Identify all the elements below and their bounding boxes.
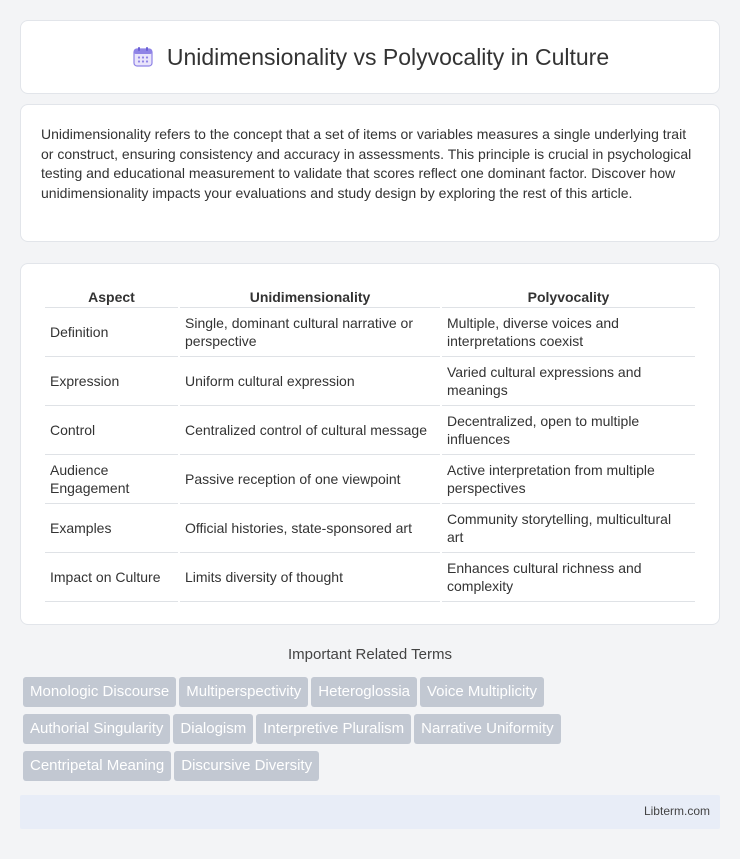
tag-multiperspectivity[interactable]: Multiperspectivity [179, 677, 308, 707]
cell-polyvocality: Decentralized, open to multiple influences [442, 406, 695, 455]
cell-aspect: Expression [45, 357, 178, 406]
table-header-row [45, 286, 695, 308]
related-terms-list [23, 677, 723, 788]
table-row [45, 406, 695, 455]
table-row [45, 308, 695, 357]
cell-polyvocality: Varied cultural expressions and meanings [442, 357, 695, 406]
cell-unidimensionality: Uniform cultural expression [180, 357, 440, 406]
cell-aspect: Examples [45, 504, 178, 553]
cell-unidimensionality: Single, dominant cultural narrative or perspective [180, 308, 440, 357]
comparison-table-card [20, 263, 720, 625]
cell-polyvocality: Enhances cultural richness and complexity [442, 553, 695, 602]
tag-narrative-uniformity[interactable]: Narrative Uniformity [414, 714, 561, 744]
footer-site-link[interactable]: Libterm.com [643, 804, 710, 818]
related-terms-title: Important Related Terms [288, 646, 452, 663]
header-aspect: Aspect [45, 286, 178, 308]
cell-aspect: Definition [45, 308, 178, 357]
header-unidimensionality: Unidimensionality [180, 286, 440, 308]
page-title: Unidimensionality vs Polyvocality in Culture [166, 43, 610, 70]
cell-unidimensionality: Centralized control of cultural message [180, 406, 440, 455]
table-row [45, 455, 695, 504]
tag-discursive-diversity[interactable]: Discursive Diversity [174, 751, 319, 781]
table-row [45, 504, 695, 553]
cell-aspect: Audience Engagement [45, 455, 178, 504]
footer [20, 795, 720, 829]
tag-monologic-discourse[interactable]: Monologic Discourse [23, 677, 176, 707]
cell-unidimensionality: Limits diversity of thought [180, 553, 440, 602]
cell-unidimensionality: Passive reception of one viewpoint [180, 455, 440, 504]
tag-authorial-singularity[interactable]: Authorial Singularity [23, 714, 170, 744]
cell-polyvocality: Multiple, diverse voices and interpretations coexist [442, 308, 695, 357]
intro-card [20, 104, 720, 242]
table-row [45, 357, 695, 406]
intro-text: Unidimensionality refers to the concept that a set of items or variables measures a single underlying trait or construct, ensuring consistency and accuracy in assessments. This principle is crucial in psychological testing and educational measurement to validate that scores reflect one dominant factor. Discover how unidimensionality impacts your evaluations and study design by exploring the rest of this article. [41, 126, 692, 201]
comparison-table [43, 286, 697, 602]
cell-unidimensionality: Official histories, state-sponsored art [180, 504, 440, 553]
tag-heteroglossia[interactable]: Heteroglossia [311, 677, 417, 707]
tag-centripetal-meaning[interactable]: Centripetal Meaning [23, 751, 171, 781]
title-card [20, 20, 720, 94]
tag-voice-multiplicity[interactable]: Voice Multiplicity [420, 677, 544, 707]
header-polyvocality: Polyvocality [442, 286, 695, 308]
cell-polyvocality: Community storytelling, multicultural art [442, 504, 695, 553]
calendar-icon [131, 45, 155, 69]
cell-aspect: Control [45, 406, 178, 455]
tag-interpretive-pluralism[interactable]: Interpretive Pluralism [256, 714, 411, 744]
table-row [45, 553, 695, 602]
tag-dialogism[interactable]: Dialogism [173, 714, 253, 744]
cell-aspect: Impact on Culture [45, 553, 178, 602]
cell-polyvocality: Active interpretation from multiple perspectives [442, 455, 695, 504]
